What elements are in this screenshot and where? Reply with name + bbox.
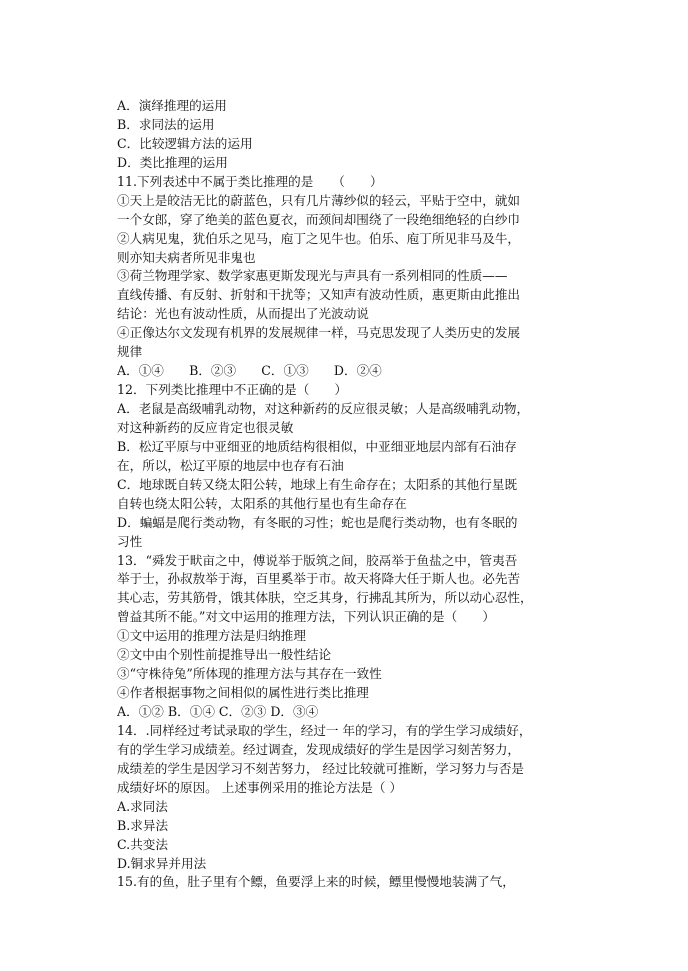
text-line: B．松辽平原与中亚细亚的地质结构很相似，中亚细亚地层内部有石油存 [117,438,517,454]
text-line: ②文中由个别性前提推导出一般性结论 [117,647,332,663]
text-line: ③“守株待兔”所体现的推理方法与其存在一致性 [117,666,382,682]
text-line: 结论：光也有波动性质，从而提出了光波动说 [117,306,369,322]
text-line: 成绩差的学生是因学习不刻苦努力， 经过比较就可推断，学习努力与否是 [117,760,525,776]
text-line: ④作者根据事物之间相似的属性进行类比推理 [117,685,369,701]
text-line: 在，所以，松辽平原的地层中也存有石油 [117,457,344,473]
text-line: 其心志，劳其筋骨，饿其体肤，空乏其身，行拂乱其所为，所以动心忍性， [117,590,533,606]
text-line: ①文中运用的推理方法是归纳推理 [117,628,306,644]
text-line: A．①② B．①④ C．②③ D．③④ [117,704,319,719]
text-line: 一个女郎，穿了绝美的蓝色夏衣，而颈间却围绕了一段绝细绝轻的白纱巾 [117,211,520,227]
text-line: ④正像达尔文发现有机界的发展规律一样，马克思发现了人类历史的发展 [117,325,520,341]
text-line: 自转也绕太阳公转，太阳系的其他行星也有生命存在 [117,495,407,511]
document-page [117,97,587,892]
text-line: D．蝙蝠是爬行类动物，有冬眠的习性；蛇也是爬行类动物，也有冬眠的 [117,514,518,530]
text-line: 则亦知夫病者所见非鬼也 [117,249,256,265]
text-line: 习性 [117,533,143,549]
text-line: 11.下列表述中不属于类比推理的是 （ ） [117,173,383,189]
text-line: 成绩好坏的原因。 上述事例采用的推论方法是（ ） [117,779,403,795]
text-line: ①天上是皎洁无比的蔚蓝色，只有几片薄纱似的轻云，平贴于空中，就如 [117,192,520,208]
text-line: C．比较逻辑方法的运用 [117,135,253,151]
text-line: A．老鼠是高级哺乳动物，对这种新药的反应很灵敏；人是高级哺乳动物， [117,401,530,416]
text-line: A.求同法 [117,798,168,814]
text-line: D.铜求异并用法 [117,855,207,871]
text-line: 规律 [117,344,143,360]
text-line: 15.有的鱼，肚子里有个鳔，鱼要浮上来的时候，鳔里慢慢地装满了气， [117,874,515,890]
text-line: ②人病见鬼，犹伯乐之见马，庖丁之见牛也。伯乐、庖丁所见非马及牛， [117,230,520,246]
text-line: A．①④ B．②③ C．①③ D．②④ [117,363,382,379]
text-line: 举于士，孙叔敖举于海，百里奚举于市。故天将降大任于斯人也。必先苦 [117,571,520,587]
text-line: 曾益其所不能。”对文中运用的推理方法，下列认识正确的是（ ） [117,609,495,625]
text-line: 直线传播、有反射、折射和干扰等；又知声有波动性质，惠更斯由此推出 [117,287,520,303]
text-line: 12．下列类比推理中不正确的是（ ） [117,382,348,398]
text-line: ③荷兰物理学家、数学家惠更斯发现光与声具有一系列相同的性质—— [117,268,508,284]
text-line: A．演绎推理的运用 [117,98,227,113]
text-line: B．求同法的运用 [117,116,215,132]
text-line: 有的学生学习成绩差。经过调查，发现成绩好的学生是因学习刻苦努力， [117,741,520,757]
text-line: 13．“舜发于畎亩之中，傅说举于版筑之间，胶鬲举于鱼盐之中，管夷吾 [117,552,518,568]
text-line: D．类比推理的运用 [117,154,228,170]
text-line: B.求异法 [117,817,169,833]
text-line: 14．.同样经过考试录取的学生，经过一 年的学习，有的学生学习成绩好， [117,722,532,738]
text-line: C.共变法 [117,836,168,852]
text-line: C．地球既自转又绕太阳公转，地球上有生命存在；太阳系的其他行星既 [117,476,518,492]
text-line: 对这种新药的反应肯定也很灵敏 [117,419,294,435]
